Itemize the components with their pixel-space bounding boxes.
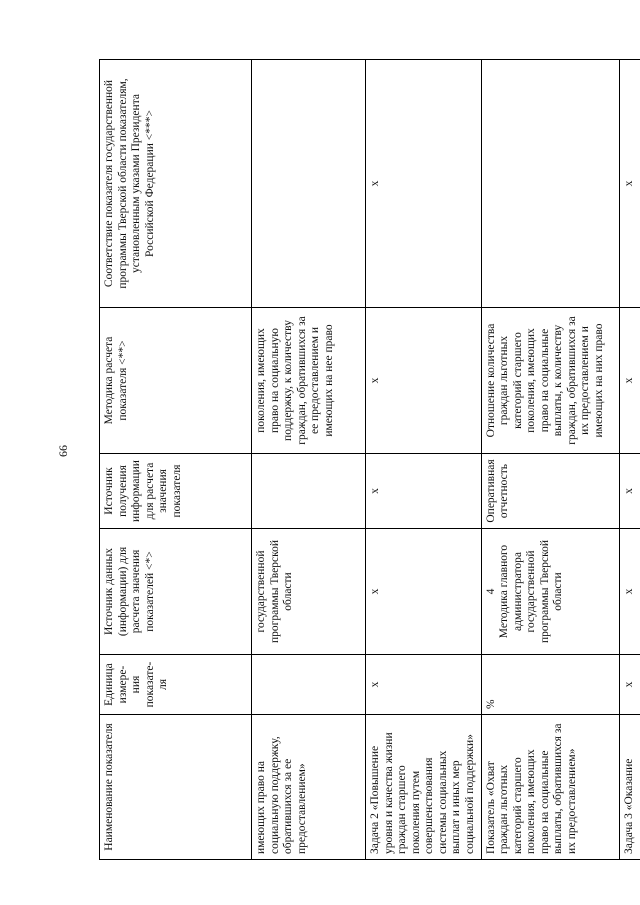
cell-indicator-name: имеющих право на социальную поддержку, обратившихся за ее предоставлением» [252, 715, 366, 860]
cell-indicator-name: Показатель «Охват граждан льготных категорий старшего поколения, имеющих право на социальные выплаты, обратившихся за их предоставлением» [481, 715, 619, 860]
cell-calculation-method: х [366, 308, 482, 454]
cell-calculation-method: поколения, имеющих право на социальную поддержку, к количеству граждан, обратившихся за ее предоставлением и имеющих на нее право [252, 308, 366, 454]
cell-info-source [252, 454, 366, 529]
cell-unit: х [366, 655, 482, 715]
cell-data-source: государственной программы Тверской области [252, 529, 366, 655]
table-row [366, 60, 482, 860]
page-number: 66 [56, 445, 70, 457]
header-info-source: Источник получения информации для расчета значения показателя [100, 454, 252, 529]
cell-decree-compliance [481, 60, 619, 308]
table-row [252, 60, 366, 860]
cell-unit [252, 655, 366, 715]
cell-unit: х [619, 655, 640, 715]
table-header-row [100, 60, 252, 860]
cell-info-source: х [366, 454, 482, 529]
cell-unit: % [481, 655, 619, 715]
rotated-table-container [99, 60, 635, 860]
cell-calculation-method: х [619, 308, 640, 454]
cell-decree-compliance [252, 60, 366, 308]
cell-calculation-method: Отношение количества граждан льготных категорий старшего поколения, имеющих право на социальные выплаты, к количеству граждан, обратившихся за их предоставлением и имеющих на них право [481, 308, 619, 454]
header-decree-compliance: Соответствие показателя государственной программы Тверской области показателям, установленным указами Президента Российской Федерации <***> [100, 60, 252, 308]
header-calculation-method: Методика расчета показателя <**> [100, 308, 252, 454]
cell-data-source: 4 Методика главного администратора государственной программы Тверской области [481, 529, 619, 655]
header-unit: Единица измере-ния показате-ля [100, 655, 252, 715]
cell-decree-compliance: х [619, 60, 640, 308]
cell-info-source: х [619, 454, 640, 529]
cell-data-source: х [619, 529, 640, 655]
indicators-table [99, 59, 640, 860]
cell-info-source: Оперативная отчетность [481, 454, 619, 529]
cell-decree-compliance: х [366, 60, 482, 308]
header-indicator-name: Наименование показателя [100, 715, 252, 860]
cell-indicator-name: Задача 3 «Оказание [619, 715, 640, 860]
table-row [619, 60, 640, 860]
header-data-source: Источник данных (информации) для расчета значения показателей <*> [100, 529, 252, 655]
cell-data-source: х [366, 529, 482, 655]
cell-indicator-name: Задача 2 «Повышение уровня и качества жизни граждан старшего поколения путем совершенствования системы социальных выплат и иных мер социальной поддержки» [366, 715, 482, 860]
table-row [481, 60, 619, 860]
